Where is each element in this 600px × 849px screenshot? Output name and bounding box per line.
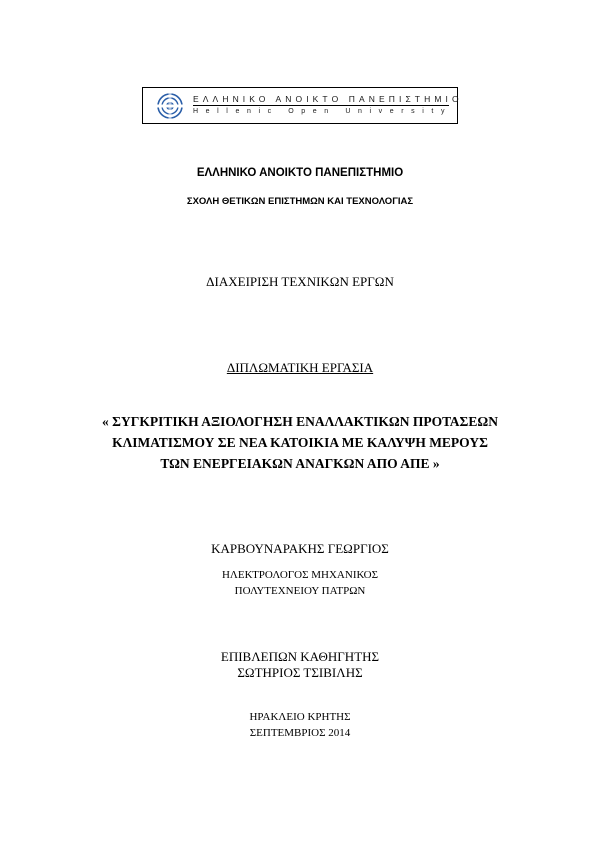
author-profession: ΗΛΕΚΤΡΟΛΟΓΟΣ ΜΗΧΑΝΙΚΟΣ	[221, 569, 379, 581]
date: ΣΕΠΤΕΜΒΡΙΟΣ 2014	[249, 727, 351, 739]
supervisor-name: ΣΩΤΗΡΙΟΣ ΤΣΙΒΙΛΗΣ	[237, 665, 363, 680]
author-institution: ΠΟΛΥΤΕΧΝΕΙΟΥ ΠΑΤΡΩΝ	[234, 585, 366, 597]
thesis-title-line-2: ΚΛΙΜΑΤΙΣΜΟΥ ΣΕ ΝΕΑ ΚΑΤΟΙΚΙΑ ΜΕ ΚΑΛΥΨΗ ΜΕΡΟΥΣ	[112, 435, 488, 450]
logo-divider	[193, 105, 449, 106]
thesis-title-line-1: « ΣΥΓΚΡΙΤΙΚΗ ΑΞΙΟΛΟΓΗΣΗ ΕΝΑΛΛΑΚΤΙΚΩΝ ΠΡΟΤΑΣΕΩΝ	[102, 414, 498, 429]
document-type: ΔΙΠΛΩΜΑΤΙΚΗ ΕΡΓΑΣΙΑ	[226, 360, 374, 375]
school-name: ΣΧΟΛΗ ΘΕΤΙΚΩΝ ΕΠΙΣΤΗΜΩΝ ΚΑΙ ΤΕΧΝΟΛΟΓΙΑΣ	[186, 196, 414, 207]
author-name: ΚΑΡΒΟΥΝΑΡΑΚΗΣ ΓΕΩΡΓΙΟΣ	[211, 541, 389, 556]
hou-emblem-icon	[155, 92, 185, 120]
logo-text-english: Hellenic Open University	[193, 108, 453, 115]
place: ΗΡΑΚΛΕΙΟ ΚΡΗΤΗΣ	[249, 711, 351, 723]
university-name: ΕΛΛΗΝΙΚΟ ΑΝΟΙΚΤΟ ΠΑΝΕΠΙΣΤΗΜΙΟ	[196, 167, 404, 179]
logo-text-greek: ΕΛΛΗΝΙΚΟ ΑΝΟΙΚΤΟ ΠΑΝΕΠΙΣΤΗΜΙΟ	[193, 94, 463, 104]
thesis-title-line-3: ΤΩΝ ΕΝΕΡΓΕΙΑΚΩΝ ΑΝΑΓΚΩΝ ΑΠΟ ΑΠΕ »	[160, 456, 440, 471]
program-name: ΔΙΑΧΕΙΡΙΣΗ ΤΕΧΝΙΚΩΝ ΕΡΓΩΝ	[206, 274, 394, 289]
university-logo	[142, 87, 463, 124]
supervisor-label: ΕΠΙΒΛΕΠΩΝ ΚΑΘΗΓΗΤΗΣ	[220, 649, 380, 664]
